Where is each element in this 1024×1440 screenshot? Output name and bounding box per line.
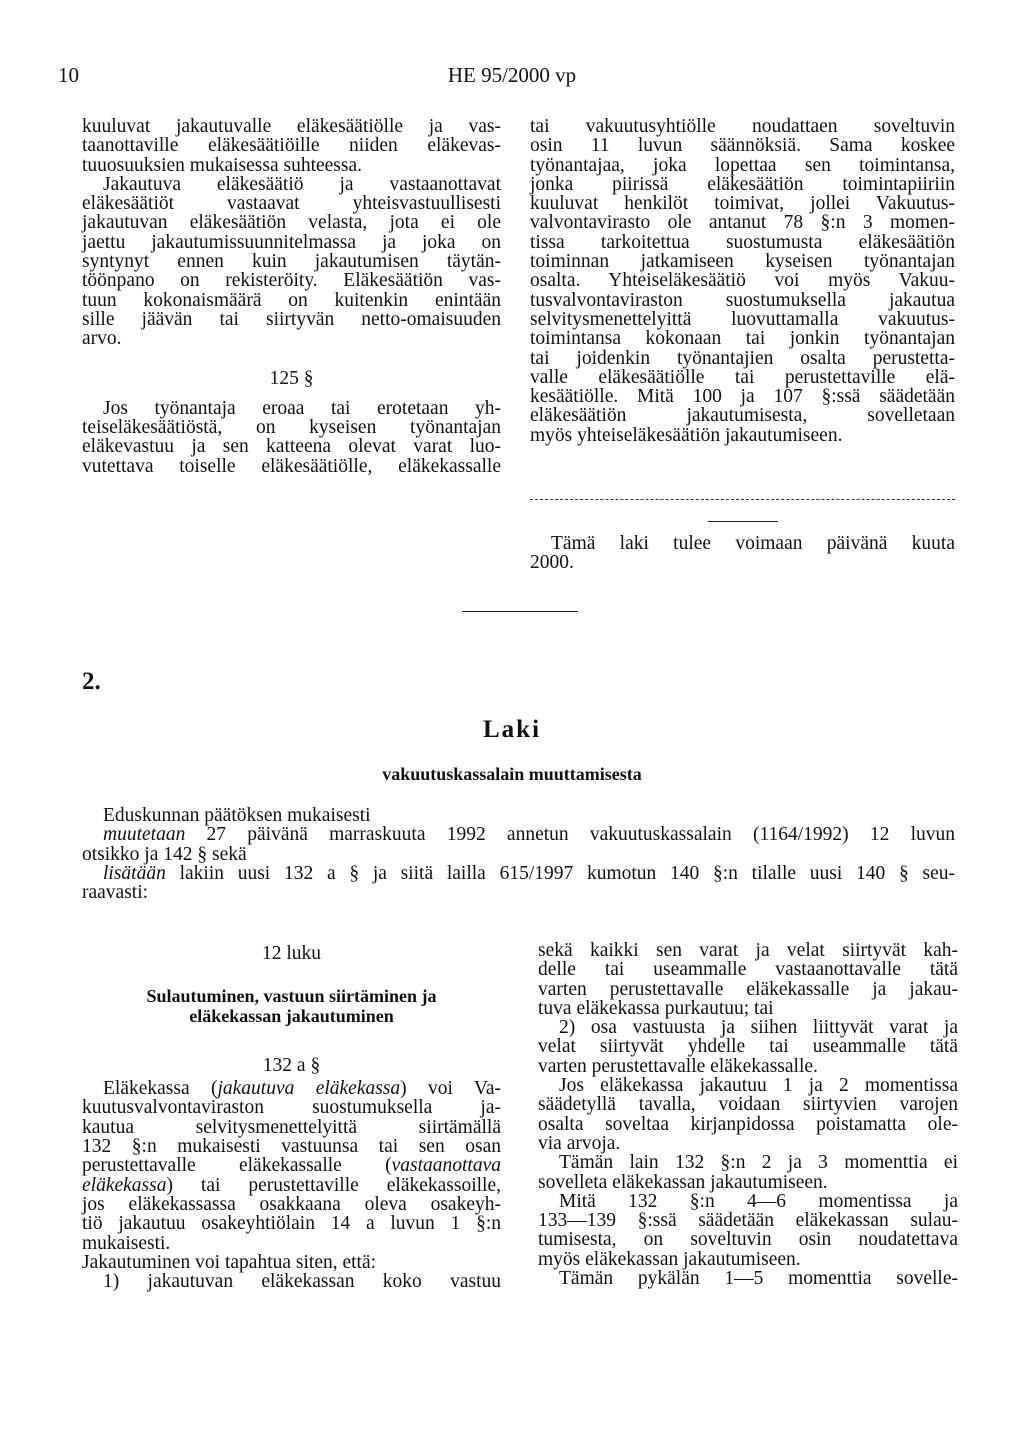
dashed-separator (530, 499, 955, 500)
intro-text: 27 päivänä marraskuuta 1992 annetun vakuutuskassalain (1164/1992) 12 luvun (185, 824, 955, 846)
text-line: delle tai useammalle vastaanottavalle tätä (538, 959, 958, 981)
text-line: 1) jakautuvan eläkekassan koko vastuu (103, 1271, 501, 1293)
italic-term: vastaanottava (391, 1155, 501, 1177)
text-line: kautua selvitysmenettelyittä siirtämällä (82, 1116, 501, 1138)
text-line: Jos eläkekassa jakautuu 1 ja 2 momentissa (559, 1075, 958, 1097)
text-line: jaettu jakautumissuunnitelmassa ja joka on (82, 231, 501, 253)
text-line: vutettava toiselle eläkesäätiölle, eläkekassalle (82, 455, 501, 477)
text-line: jos eläkekassassa osakkaana oleva osakeyh- (82, 1193, 501, 1215)
upper-right-column (530, 117, 955, 445)
text-line: 132 §:n mukaisesti vastuunsa tai sen osan (82, 1136, 501, 1158)
text-line (82, 1176, 501, 1195)
intro-line (82, 864, 955, 883)
text-line: taanottaville eläkesäätiöille niiden eläkevas- (82, 135, 501, 157)
upper-left-column (82, 117, 501, 476)
section-heading: 125 § (269, 367, 314, 389)
text-line: toiminnan jatkamiseen kyseisen työnantajan (530, 251, 955, 273)
intro-line (82, 825, 955, 844)
text-line: velat siirtyvät yhdelle tai useammalle tätä (538, 1036, 958, 1058)
text-fragment: ) voi Va- (400, 1078, 501, 1100)
text-line: tuuosuuksien mukaisessa suhteessa. (82, 154, 363, 176)
intro-line: raavasti: (82, 882, 149, 904)
text-line: tuva eläkekassa purkautuu; tai (538, 997, 774, 1019)
text-line: säädetyllä tavalla, voidaan siirtyvien varojen (538, 1094, 958, 1116)
law2-right-column (538, 941, 958, 1288)
text-line: Jakautuva eläkesäätiö ja vastaanottavat (103, 173, 501, 195)
text-line: tai joidenkin työnantajien osalta perustetta- (530, 347, 955, 369)
text-line: Tämän lain 132 §:n 2 ja 3 momenttia ei (559, 1152, 958, 1174)
text-line: valvontavirasto ole antanut 78 §:n 3 momen- (530, 212, 955, 234)
law-intro (82, 806, 955, 902)
text-line: tai vakuutusyhtiölle noudattaen soveltuvin (530, 116, 955, 137)
text-line: Jakautuminen voi tapahtua siten, että: (82, 1251, 377, 1273)
effective-clause (530, 534, 955, 573)
law-number: 2. (82, 668, 101, 695)
text-line: eläkevastuu ja sen katteena olevat varat luo- (82, 436, 501, 458)
text-line: sekä kaikki sen varat ja velat siirtyvät kah- (538, 940, 958, 961)
text-line: toimintansa kokonaan tai jonkin työnantajan (530, 328, 955, 350)
text-line: tuun kokonaismäärä on kuitenkin enintään (82, 289, 501, 311)
law-subtitle: vakuutuskassalain muuttamisesta (382, 764, 642, 784)
intro-verb: lisätään (103, 862, 166, 884)
text-line: Jos työnantaja eroaa tai erotetaan yh- (103, 397, 501, 419)
text-line: 2) osa vastuusta ja siihen liittyvät varat ja (559, 1017, 958, 1039)
italic-term: eläkekassa (82, 1174, 167, 1196)
text-line: tusvalvontaviraston suostumuksella jakautua (530, 289, 955, 311)
text-line: kuutusvalvontaviraston suostumuksella ja- (82, 1097, 501, 1119)
text-line: sille jäävän tai siirtyvän netto-omaisuuden (82, 308, 501, 330)
intro-line: otsikko ja 142 § sekä (82, 843, 247, 865)
text-line: varten perustettavalle eläkekassalle ja jakau- (538, 978, 958, 1000)
text-line: Tämä laki tulee voimaan päivänä kuuta (551, 533, 955, 554)
text-line: varten perustettavalle eläkekassalle. (538, 1055, 818, 1077)
text-fragment: perustettavalle eläkekassalle ( (82, 1155, 392, 1177)
text-line: 133—139 §:ssä säädetään eläkekassan sulau- (538, 1210, 958, 1232)
text-line: sovelleta eläkekassan jakautumiseen. (538, 1171, 828, 1193)
text-line: jakautuvan eläkesäätiön velasta, jota ei ole (82, 212, 501, 234)
text-line: töönpano on rekisteröity. Eläkesäätiön vas- (82, 270, 501, 292)
text-line: valle eläkesäätiölle tai perustettaville elä- (530, 366, 955, 388)
text-line: osin 11 luvun säännöksiä. Sama koskee (530, 135, 955, 157)
text-line (82, 1079, 501, 1098)
text-line: 2000. (530, 552, 574, 574)
document-id: HE 95/2000 vp (447, 63, 577, 87)
text-line: tissa tarkoitettua suostumusta eläkesäätiön (530, 231, 955, 253)
chapter-title: eläkekassan jakautuminen (189, 1005, 394, 1026)
text-line: Mitä 132 §:n 4—6 momentissa ja (559, 1190, 958, 1212)
text-fragment: Eläkekassa ( (103, 1078, 218, 1100)
text-line: tiö jakautuu osakeyhtiölain 14 a luvun 1 §:n (82, 1213, 501, 1235)
text-line: teiseläkesäätiöstä, on kyseisen työnantajan (82, 417, 501, 439)
law-title: Laki (482, 716, 542, 743)
law2-left-column (82, 938, 501, 1291)
text-line: selvitysmenettelyittä luovuttamalla vakuutus- (530, 308, 955, 330)
intro-verb: muutetaan (103, 824, 186, 846)
text-line: kesäätiölle. Mitä 100 ja 107 §:ssä säädetään (530, 386, 955, 408)
intro-text: lakiin uusi 132 a § ja siitä lailla 615/1997 kumotun 140 §:n tilalle uusi 140 § seu- (165, 862, 955, 884)
text-line: kuuluvat henkilöt toimivat, jollei Vakuutus- (530, 193, 955, 215)
chapter-heading: 12 luku (261, 943, 322, 964)
text-line: eläkesäätiön jakautumisesta, sovelletaan (530, 405, 955, 427)
short-rule (708, 521, 778, 522)
text-line: kuuluvat jakautuvalle eläkesäätiölle ja vas- (82, 116, 501, 137)
text-line: myös eläkekassan jakautumiseen. (538, 1248, 801, 1270)
text-line: osalta. Yhteiseläkesäätiö voi myös Vakuu- (530, 270, 955, 292)
text-line: eläkesäätiöt vastaavat yhteisvastuullisesti (82, 193, 501, 215)
text-line: työnantajaa, joka lopettaa sen toimintansa, (530, 154, 955, 176)
intro-line: Eduskunnan päätöksen mukaisesti (103, 805, 371, 826)
text-line: arvo. (82, 328, 122, 350)
chapter-title: Sulautuminen, vastuun siirtäminen ja (146, 986, 437, 1007)
text-line: myös yhteiseläkesäätiön jakautumiseen. (530, 424, 843, 446)
text-line: Tämän pykälän 1—5 momenttia sovelle- (559, 1268, 958, 1290)
page-number: 10 (58, 63, 79, 87)
text-line: jonka piirissä eläkesäätiön toimintapiiriin (530, 173, 955, 195)
text-line: via arvoja. (538, 1132, 621, 1154)
text-line (82, 1156, 501, 1175)
text-line: syntynyt ennen kuin jakautumisen täytän- (82, 251, 501, 273)
text-fragment: ) tai perustettaville eläkekassoille, (166, 1174, 501, 1196)
section-divider (462, 611, 578, 612)
section-heading: 132 a § (262, 1054, 321, 1076)
text-line: osalta soveltaa kirjanpidossa poistamatta ole- (538, 1113, 958, 1135)
text-line: tumisesta, on soveltuvin osin noudatettava (538, 1229, 958, 1251)
italic-term: jakautuva eläkekassa (217, 1078, 401, 1100)
text-line: mukaisesti. (82, 1232, 171, 1254)
